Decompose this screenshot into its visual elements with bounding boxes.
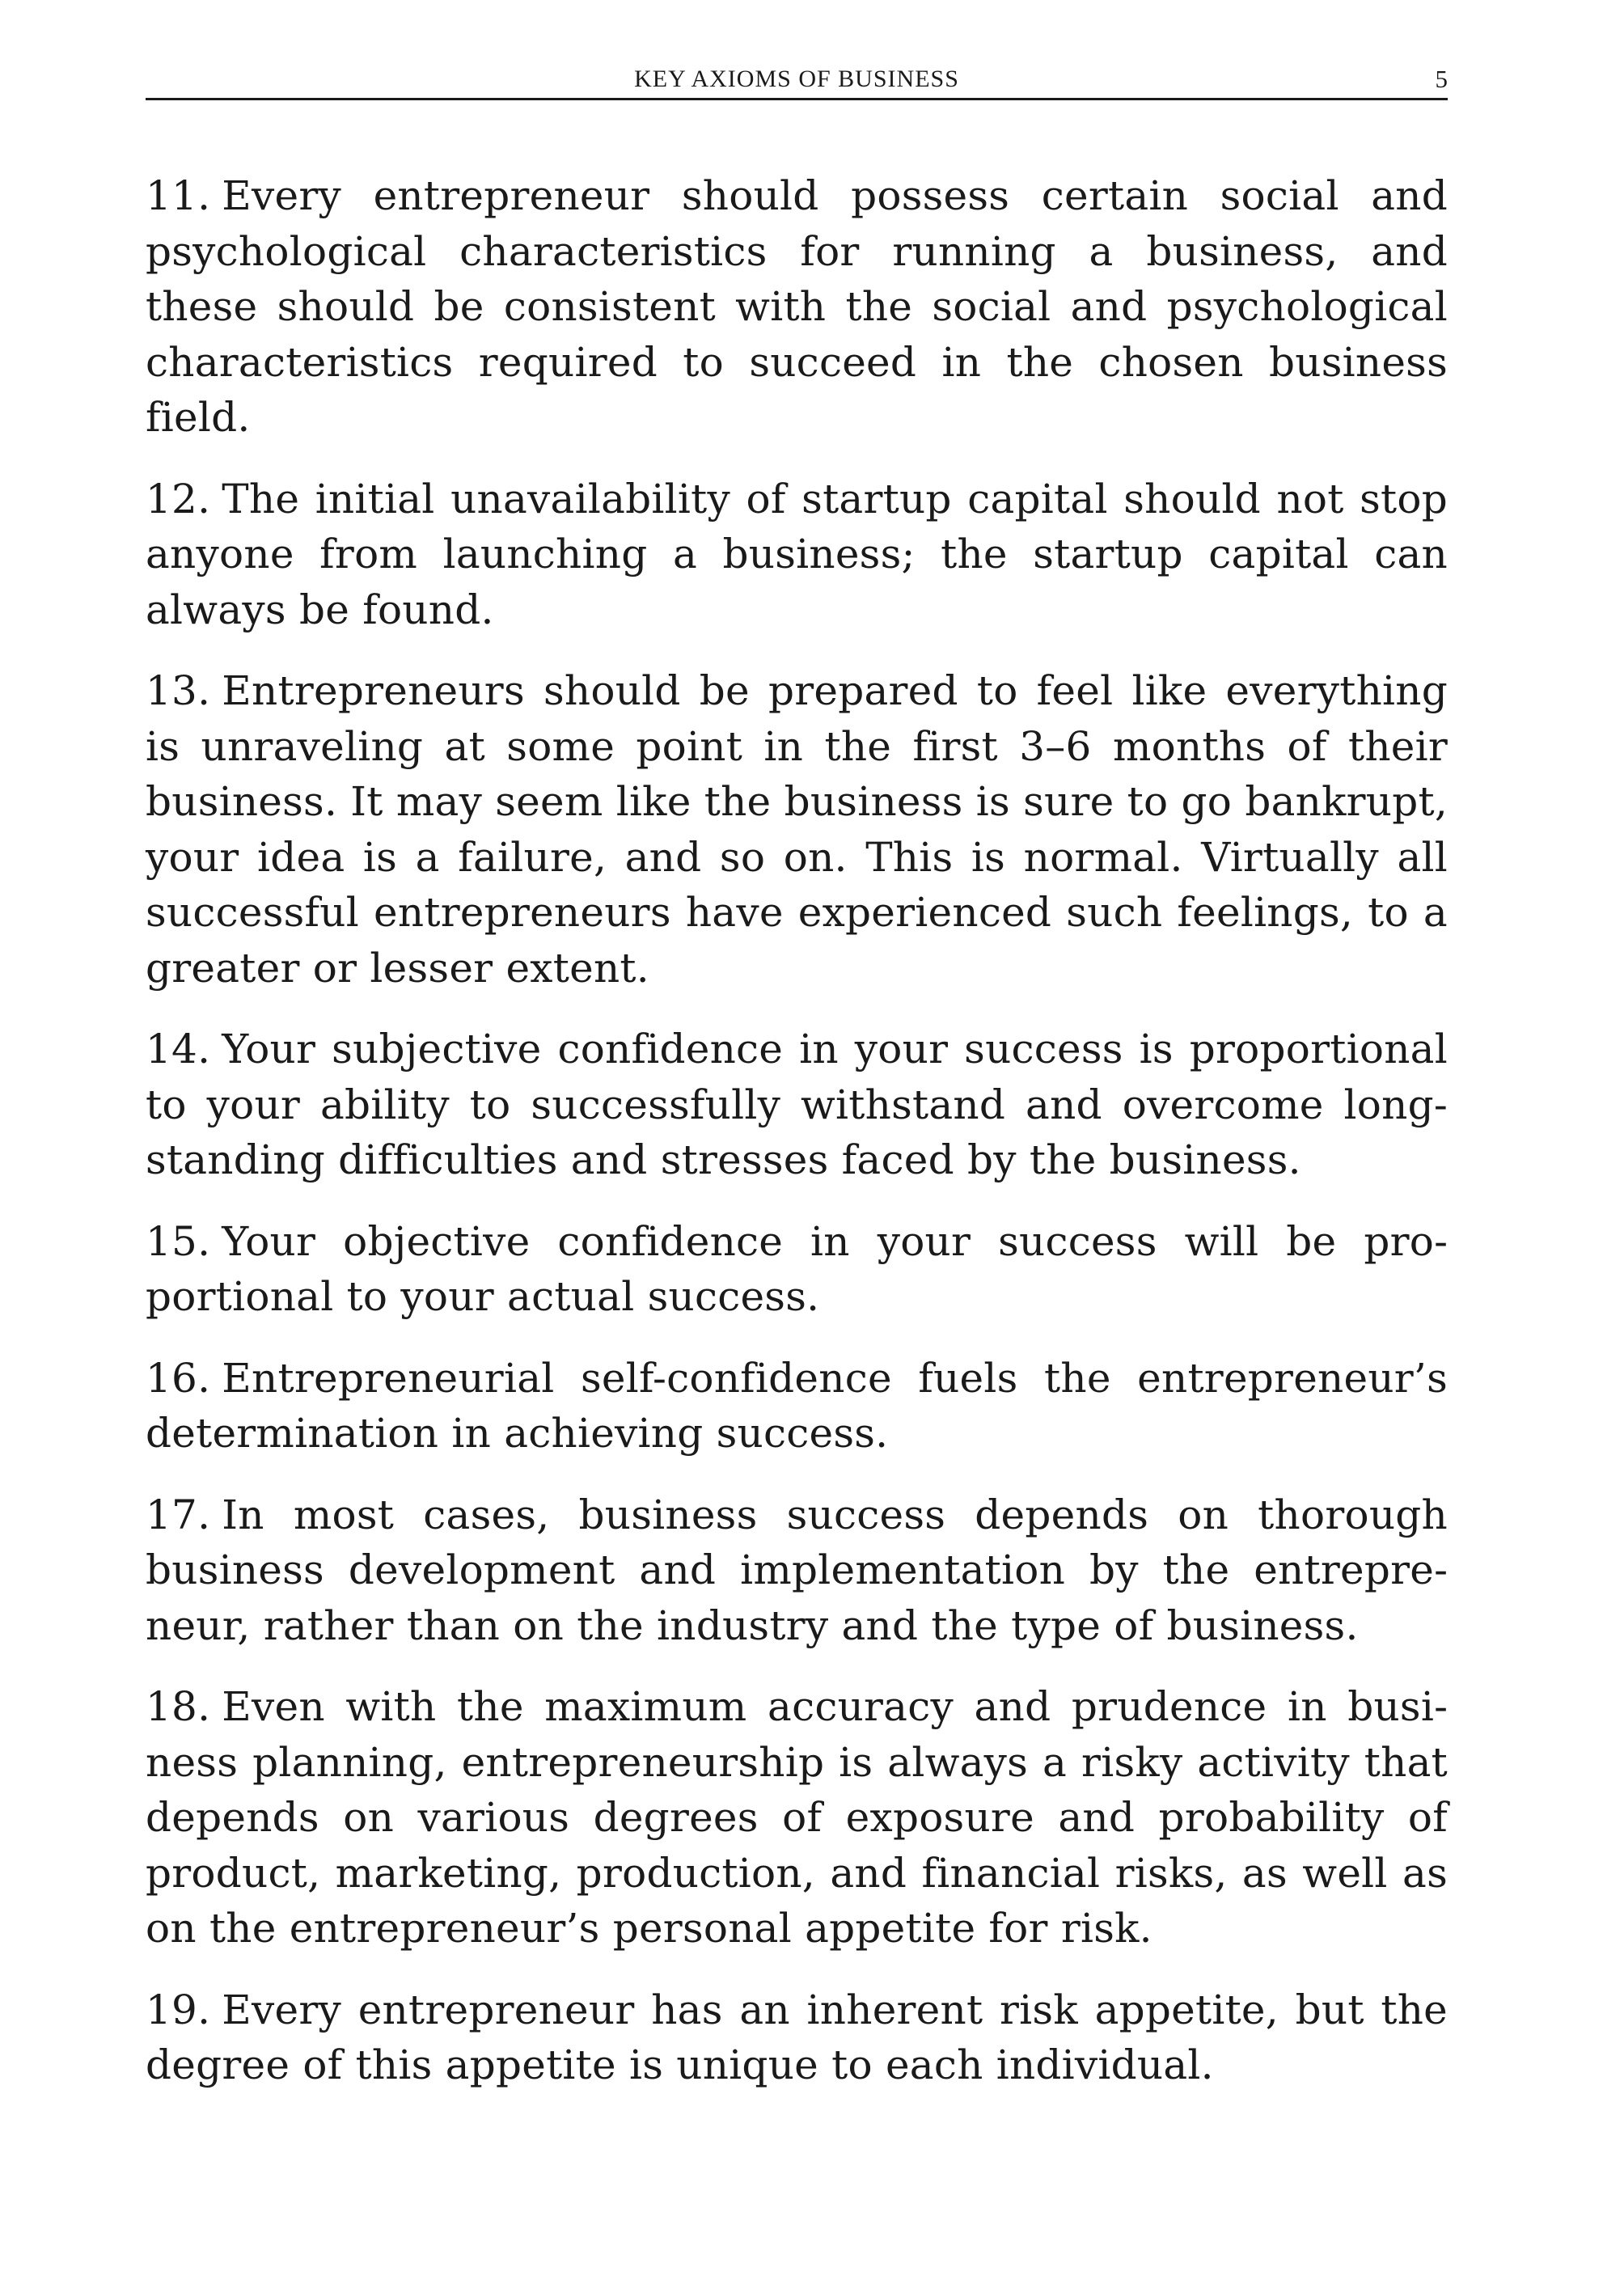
axiom-11 xyxy=(146,168,1448,446)
running-title: KEY AXIOMS OF BUSINESS xyxy=(634,66,959,92)
axiom-19 xyxy=(146,1982,1448,2093)
axiom-number: 12. xyxy=(146,475,211,522)
running-header xyxy=(146,58,1448,100)
axiom-17 xyxy=(146,1487,1448,1654)
axiom-15 xyxy=(146,1214,1448,1325)
axiom-12 xyxy=(146,472,1448,638)
axiom-text: Even with the maximum accuracy and prudence in business planning, entrepreneurship is always a risky activity that depends on various degrees of exposure and probability of product, marketing, production, and financial risks, as well as on the entrepreneur’s personal appetite for risk. xyxy=(146,1683,1448,1952)
axiom-text: Entrepreneurs should be prepared to feel like everything is unraveling at some point in the first 3–6 months of their business. It may seem like the business is sure to go bankrupt, your idea is a failure, and so on. This is normal. Virtually all successful entrepreneurs have experienced such feelings, to a greater or lesser extent. xyxy=(146,667,1448,992)
axiom-text: The initial unavailability of startup capital should not stop anyone from launching a business; the startup capital can always be found. xyxy=(146,475,1448,633)
axiom-18 xyxy=(146,1679,1448,1957)
axiom-list xyxy=(146,168,1448,2093)
axiom-text: Your subjective confidence in your success is proportional to your ability to successfully withstand and overcome long-standing difficulties and stresses faced by the business. xyxy=(146,1026,1448,1183)
axiom-number: 19. xyxy=(146,1986,211,2033)
axiom-number: 11. xyxy=(146,172,211,219)
axiom-14 xyxy=(146,1022,1448,1188)
axiom-text: In most cases, business success depends on thorough business development and implementation by the entrepreneur, rather than on the industry and the type of business. xyxy=(146,1491,1448,1649)
axiom-number: 14. xyxy=(146,1026,211,1072)
axiom-13 xyxy=(146,663,1448,996)
axiom-number: 17. xyxy=(146,1491,211,1538)
axiom-text: Every entrepreneur should possess certain social and psychological characteristics for running a business, and these should be consistent with the social and psychological characteristics required to succeed in the chosen business field. xyxy=(146,172,1448,441)
axiom-text: Entrepreneurial self-confidence fuels the entrepreneur’s determination in achieving success. xyxy=(146,1354,1448,1457)
page-number: 5 xyxy=(1435,65,1448,93)
axiom-text: Your objective confidence in your success will be proportional to your actual success. xyxy=(146,1217,1448,1320)
axiom-number: 18. xyxy=(146,1683,211,1730)
axiom-16 xyxy=(146,1351,1448,1462)
axiom-number: 15. xyxy=(146,1217,211,1265)
axiom-number: 13. xyxy=(146,667,211,714)
axiom-text: Every entrepreneur has an inherent risk appetite, but the degree of this appetite is unique to each individual. xyxy=(146,1986,1448,2088)
axiom-number: 16. xyxy=(146,1354,211,1402)
